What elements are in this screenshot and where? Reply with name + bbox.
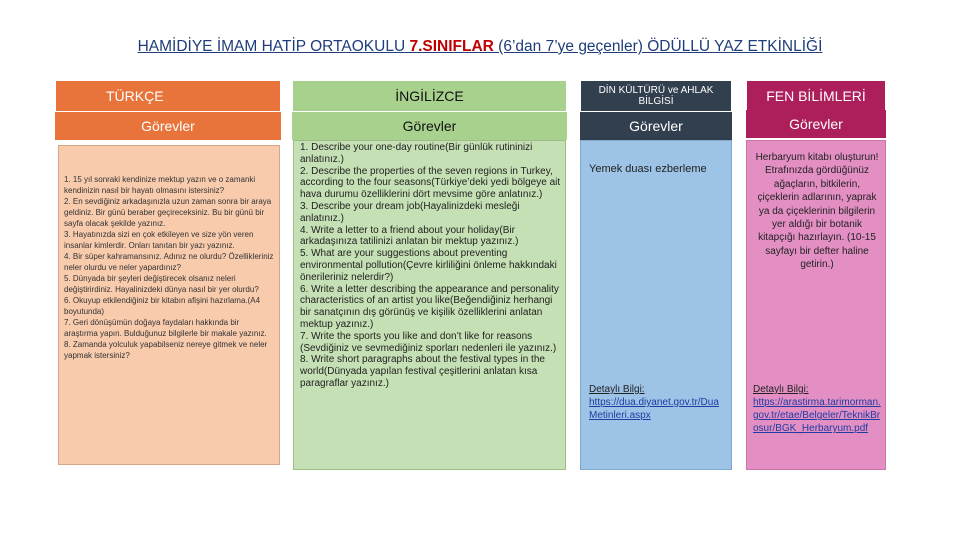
title-school: HAMİDİYE İMAM HATİP ORTAOKULU	[137, 38, 410, 55]
fen-bilimleri-detail-title: Detaylı Bilgi:	[753, 384, 809, 395]
din-kulturu-detail-link[interactable]: https://dua.diyanet.gov.tr/DuaMetinleri.aspx	[589, 397, 719, 421]
ingilizce-tasks: 1. Describe your one-day routine(Bir günlük rutininizi anlatınız.) 2. Describe the properties of the seven regions in Turkey, according to the four seasons(Türkiye’deki yedi bölgeye ait hava durumu özelliklerini dört mevsime göre anlatınız.) 3. Describe your dream job(Hayalinizdeki mesleği anlatınız.) 4. Write a letter to a friend about your holiday(Bir arkadaşınıza tatilinizi anlatan bir mektup yazınız.) 5. What are your suggestions about preventing environmental pollution(Çevre kirliliğini önleme hakkındaki önerileriniz nelerdir?) 6. Write a letter describing the appearance and personality characteristics of an artist you like(Beğendiğiniz herhangi bir sanatçının dış görünüş ve kişilik özelliklerini anlatan mektup yazınız.) 7. Write the sports you like and don’t like for reasons (Sevdiğiniz ve sevmediğiniz sporları nedenleri ile yazınız.) 8. Write short paragraphs about the festival types in the world(Dünyada yapılan festival çeşitlerini anlatan kısa paragraflar yazınız.)	[293, 140, 566, 470]
ingilizce-subheader: Görevler	[292, 112, 567, 140]
title-event: (6’dan 7’ye geçenler) ÖDÜLLÜ YAZ ETKİNLİĞİ	[493, 38, 823, 55]
turkce-subheader: Görevler	[55, 112, 281, 140]
din-kulturu-panel	[580, 140, 732, 470]
fen-bilimleri-subheader: Görevler	[746, 110, 886, 138]
din-kulturu-subheader: Görevler	[580, 112, 732, 140]
fen-bilimleri-task: Herbaryum kitabı oluşturun! Etrafınızda gördüğünüz ağaçların, bitkilerin, çiçeklerin adlarının, yaprak ya da çiçeklerinin bilgilerin yer aldığı bir botanik kitapçığı hazırlayın. (10-15 sayfayı bir defter haline getirin.)	[755, 152, 879, 271]
page-title	[0, 38, 960, 56]
din-kulturu-detail-title: Detaylı Bilgi:	[589, 384, 645, 395]
fen-bilimleri-header: FEN BİLİMLERİ	[746, 80, 886, 112]
ingilizce-header: İNGİLİZCE	[292, 80, 567, 112]
turkce-tasks: 1. 15 yıl sonraki kendinize mektup yazın ve o zamanki kendinizin nasıl bir hayatı olmasını istersiniz? 2. En sevdiğiniz arkadaşınızla uzun zaman sonra bir araya geldiniz. Bir günü beraber geçireceksiniz. Bu bir günü bir sayfa olacak şekilde yazınız. 3. Hayatınızda sizi en çok etkileyen ve size yön veren insanlar kimlerdir. Onları tanıtan bir yazı yazınız. 4. Bir süper kahramansınız. Adınız ne olurdu? Özellikleriniz neler olurdu ve neler yapardınız? 5. Dünyada bir şeyleri değiştirecek olsanız neleri değiştirirdiniz. Hayalinizdeki dünya nasıl bir yer olurdu? 6. Okuyup etkilendiğiniz bir kitabın afişini hazırlama.(A4 boyutunda) 7. Geri dönüşümün doğaya faydaları hakkında bir araştırma yapın. Bulduğunuz bilgilerle bir makale yazınız. 8. Zamanda yolculuk yapabilseniz nereye gitmek ve neler yapmak istersiniz?	[58, 145, 280, 465]
din-kulturu-task: Yemek duası ezberleme	[589, 163, 707, 175]
din-kulturu-header: DİN KÜLTÜRÜ ve AHLAK BİLGİSİ	[580, 80, 732, 112]
din-kulturu-detail	[589, 383, 727, 422]
turkce-header: TÜRKÇE	[55, 80, 281, 112]
fen-bilimleri-detail	[753, 383, 881, 435]
fen-bilimleri-detail-link[interactable]: https://arastirma.tarimorman.gov.tr/etae/Belgeler/TeknikBrosur/BGK_Herbaryum.pdf	[753, 397, 881, 434]
fen-bilimleri-panel	[746, 140, 886, 470]
title-grade: 7.SINIFLAR	[409, 38, 494, 55]
